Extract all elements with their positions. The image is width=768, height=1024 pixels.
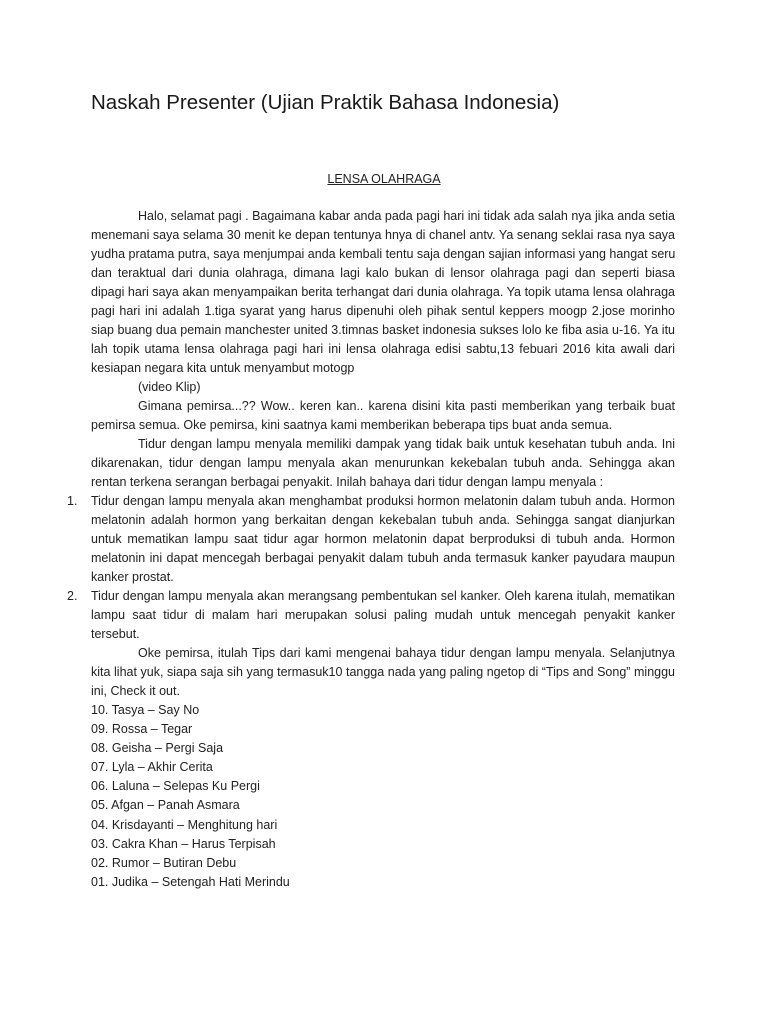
text-line: dan teraktual dari dunia olahraga, dimana lagi kalo bukan di lensor olahraga pagi dan seperti biasa xyxy=(91,266,675,281)
text-line: kita lihat yuk, siapa saja sih yang termasuk10 tangga nada yang paling ngetop di “Tips and Song” minggu xyxy=(91,665,675,680)
song-item: 08. Geisha – Pergi Saja xyxy=(91,741,224,756)
text-line: lampu saat tidur di malam hari merupakan solusi paling mudah untuk mencegah penyakit kanker xyxy=(91,608,675,623)
list-item-1 xyxy=(67,492,675,587)
text-line: Tidur dengan lampu menyala akan merangsang pembentukan sel kanker. Oleh karena itulah, mematikan xyxy=(91,589,675,604)
text-line: Tidur dengan lampu menyala memiliki dampak yang tidak baik untuk kesehatan tubuh anda. Ini xyxy=(138,437,675,452)
text-line: dikarenakan, tidur dengan lampu menyala akan menurunkan kekebalan tubuh anda. Sehingga akan xyxy=(91,456,675,471)
text-line: menemani saya selama 30 menit ke depan tentunya hnya di chanel antv. Ya senang seklai rasa nya saya xyxy=(91,228,675,243)
text-line: melatonin ini dapat mencegah berbagai penyakit dalam tubuh anda termasuk kanker payudara maupun xyxy=(91,551,675,566)
text-line: pagi hari ini adalah 1.tiga syarat yang harus dipenuhi oleh pihak sentul keppers moogp 2.jose morinho xyxy=(91,304,675,319)
text-line: yudha pratama putra, saya menjumpai anda kembali tentu saja dengan sajian informasi yang hangat seru xyxy=(91,247,676,262)
text-line: Halo, selamat pagi . Bagaimana kabar anda pada pagi hari ini tidak ada salah nya jika anda setia xyxy=(138,209,675,223)
text-line: lah topik utama lensa olahraga pagi hari ini lensa olahraga edisi sabtu,13 febuari 2016 kita awali dari xyxy=(91,342,675,357)
document-title: Naskah Presenter (Ujian Praktik Bahasa Indonesia) xyxy=(91,91,560,114)
text-line: Oke pemirsa, itulah Tips dari kami mengenai bahaya tidur dengan lampu menyala. Selanjutnya xyxy=(138,646,675,661)
list-item-text xyxy=(91,492,675,587)
paragraph-dangers xyxy=(91,435,675,492)
text-line: rentan terkena serangan berbagai penyakit. Inilah bahaya dari tidur dengan lampu menyala : xyxy=(91,475,604,490)
list-item-2 xyxy=(67,587,675,644)
song-item: 05. Afgan – Panah Asmara xyxy=(91,798,240,813)
list-number: 1. xyxy=(67,494,78,509)
song-item: 03. Cakra Khan – Harus Terpisah xyxy=(91,836,276,851)
song-list xyxy=(91,701,675,891)
text-line: tersebut. xyxy=(91,627,140,642)
text-line: kesiapan negara kita untuk menyambut motogp xyxy=(91,361,355,376)
song-item: 02. Rumor – Butiran Debu xyxy=(91,855,237,870)
song-item: 04. Krisdayanti – Menghitung hari xyxy=(91,817,278,832)
text-line: Tidur dengan lampu menyala akan menghambat produksi hormon melatonin dalam tubuh anda. Hormon xyxy=(91,494,675,509)
text-line: dipagi hari saya akan menyampaikan berita terhangat dari dunia olahraga. Ya topik utama lensa olahraga xyxy=(91,285,675,300)
text-line: kanker prostat. xyxy=(91,570,174,585)
text-line: Gimana pemirsa...?? Wow.. keren kan.. karena disini kita pasti memberikan yang terbaik buat xyxy=(138,399,675,414)
paragraph-intro xyxy=(91,207,675,378)
text-line: siap buang dua pemain manchester united 3.timnas basket indonesia sukses lolo ke fiba asia u-16. Ya itu xyxy=(91,323,675,338)
list-item-text xyxy=(91,587,675,644)
text-line: melatonin adalah hormon yang berkaitan dengan kekebalan tubuh anda. Sehingga sangat dianjurkan xyxy=(91,513,675,528)
document-body xyxy=(67,207,676,892)
video-note: (video Klip) xyxy=(138,380,201,395)
text-line: ini, Check it out. xyxy=(91,684,180,699)
song-item: 06. Laluna – Selepas Ku Pergi xyxy=(91,779,260,794)
paragraph-closing xyxy=(91,644,675,701)
text-line: untuk mematikan lampu saat tidur agar hormon melatonin dapat berproduksi di tubuh anda. Hormon xyxy=(91,532,675,547)
list-number: 2. xyxy=(67,589,78,604)
song-item: 10. Tasya – Say No xyxy=(91,703,200,718)
song-item: 09. Rossa – Tegar xyxy=(91,722,193,737)
song-item: 07. Lyla – Akhir Cerita xyxy=(91,760,213,775)
section-heading: LENSA OLAHRAGA xyxy=(327,172,441,186)
paragraph-tips-intro xyxy=(91,397,675,435)
text-line: pemirsa semua. Oke pemirsa, kini saatnya kami memberikan beberapa tips buat anda semua. xyxy=(91,418,613,433)
song-item: 01. Judika – Setengah Hati Merindu xyxy=(91,874,290,889)
